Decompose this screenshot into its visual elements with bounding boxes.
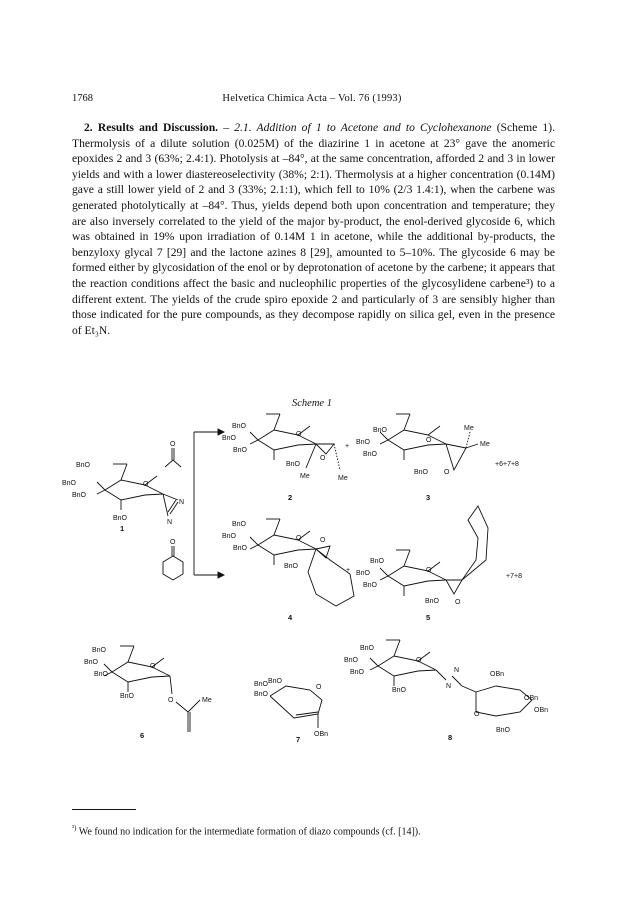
svg-text:BnO: BnO [350, 669, 365, 676]
svg-text:BnO: BnO [222, 533, 237, 540]
compound-3 [356, 414, 490, 502]
svg-text:BnO: BnO [356, 570, 371, 577]
svg-text:O: O [455, 599, 461, 606]
svg-text:O: O [296, 535, 302, 542]
svg-text:BnO: BnO [222, 435, 237, 442]
svg-text:O: O [296, 431, 302, 438]
paragraph-text: (Scheme 1). Thermolysis of a dilute solution (0.025M) of the diazirine 1 in acetone at 23° gave the anomeric epoxides 2 and 3 (63%; 2.4:1). Photolysis at –84°, at the same concentration, afforded 2 and 3 in lower yields and with a lower diastereoselectivity (38%; 2:1). Thermolysis at a higher concentration (0.14M) gave a still lower yield of 2 and 3 (33%; 2.1:1), which fell to 10% (2/3 1.4:1), when the carbene was generated photolytically at –84°. Thus, yields depend both upon concentration and temperature; they are also inversely correlated to the yield of the major by-product, the enol-derived glycoside 6, which was obtained in 19% upon irradiation of 0.14M 1 in acetone, while the additional by-products, the benzyloxy glycal 7 [29] and the lactone azines 8 [29], amounted to 5–10%. The glycoside 6 may be formed either by glycosidation of the enol or by deprotonation of acetone by the carbene; it appears that the reaction conditions affect the basic and nucleophilic properties of the glycosylidene carbene³) to a different extent. The yields of the crude spiro epoxide 2 and particularly of 3 are sensibly higher than those indicated for the pure compounds, as they decompose rapidly on silica gel, even in the presence of Et₃N. [72, 121, 555, 337]
svg-text:Me: Me [300, 473, 310, 480]
compound-4 [222, 519, 354, 622]
svg-text:Me: Me [338, 475, 348, 482]
svg-text:N: N [446, 683, 452, 690]
svg-text:7: 7 [296, 735, 301, 744]
svg-text:BnO: BnO [356, 439, 371, 446]
svg-text:6: 6 [140, 731, 145, 740]
svg-text:BnO: BnO [113, 515, 128, 522]
svg-text:OBn: OBn [314, 731, 329, 738]
footnote-marker: ³) [72, 824, 77, 832]
svg-text:Me: Me [464, 425, 474, 432]
svg-text:O: O [316, 684, 322, 691]
svg-text:O: O [150, 663, 156, 670]
compound-5 [356, 506, 488, 622]
svg-text:BnO: BnO [373, 427, 388, 434]
svg-text:N: N [179, 499, 185, 506]
svg-text:3: 3 [426, 493, 431, 502]
svg-text:N: N [454, 667, 460, 674]
svg-text:1: 1 [120, 524, 125, 533]
svg-text:O: O [170, 539, 176, 546]
footnote-text: We found no indication for the intermediate formation of diazo compounds (cf. [14]). [78, 826, 421, 838]
svg-text:OBn: OBn [534, 707, 549, 714]
svg-text:BnO: BnO [92, 647, 107, 654]
svg-text:BnO: BnO [72, 492, 87, 499]
svg-text:O: O [444, 469, 450, 476]
svg-text:5: 5 [426, 613, 431, 622]
svg-text:BnO: BnO [344, 657, 359, 664]
reaction-arrows [194, 429, 224, 578]
svg-text:BnO: BnO [370, 558, 385, 565]
svg-text:BnO: BnO [94, 671, 109, 678]
footnote-rule [72, 809, 136, 810]
svg-text:BnO: BnO [233, 447, 248, 454]
scheme-title: Scheme 1 [292, 398, 332, 409]
svg-text:BnO: BnO [284, 563, 299, 570]
svg-text:Me: Me [480, 441, 490, 448]
plus-sign-2: + [346, 567, 351, 574]
acetone-reagent [165, 448, 181, 467]
byproducts-lower: +7+8 [506, 573, 522, 580]
svg-text:BnO: BnO [232, 521, 247, 528]
section-subheading: – 2.1. Addition of 1 to Acetone and to Cyclohexanone [223, 121, 492, 134]
footnote [72, 824, 552, 837]
svg-text:BnO: BnO [425, 598, 440, 605]
page-number: 1768 [72, 93, 93, 104]
svg-text:BnO: BnO [496, 727, 511, 734]
svg-text:BnO: BnO [120, 693, 135, 700]
plus-sign: + [345, 443, 350, 450]
svg-text:O: O [426, 437, 432, 444]
svg-text:O: O [426, 567, 432, 574]
svg-text:BnO: BnO [76, 462, 91, 469]
section-heading: 2. Results and Discussion. [84, 121, 219, 134]
svg-text:O: O [416, 657, 422, 664]
compound-8 [344, 640, 548, 742]
svg-text:2: 2 [288, 493, 293, 502]
svg-text:4: 4 [288, 613, 293, 622]
compound-7 [254, 678, 328, 744]
svg-text:BnO: BnO [84, 659, 99, 666]
svg-text:BnO: BnO [233, 545, 248, 552]
svg-text:O: O [170, 441, 176, 448]
cyclohexanone-reagent [163, 546, 183, 580]
svg-text:BnO: BnO [414, 469, 429, 476]
svg-text:OBn: OBn [490, 671, 505, 678]
compound-1 [62, 462, 184, 533]
svg-text:BnO: BnO [360, 645, 375, 652]
svg-text:N: N [167, 519, 173, 526]
svg-text:BnO: BnO [268, 678, 283, 685]
byproducts-upper: +6+7+8 [495, 461, 519, 468]
compound-2 [222, 414, 348, 502]
svg-text:O: O [320, 455, 326, 462]
svg-text:BnO: BnO [392, 687, 407, 694]
svg-text:BnO: BnO [363, 582, 378, 589]
svg-text:BnO: BnO [62, 480, 77, 487]
svg-text:8: 8 [448, 733, 453, 742]
svg-text:O: O [143, 481, 149, 488]
svg-text:OBn: OBn [524, 695, 539, 702]
svg-text:BnO: BnO [286, 461, 301, 468]
svg-text:O: O [320, 537, 326, 544]
journal-running-title: Helvetica Chimica Acta – Vol. 76 (1993) [222, 93, 402, 104]
svg-text:BnO: BnO [254, 681, 269, 688]
svg-text:O: O [474, 711, 480, 718]
svg-text:BnO: BnO [254, 691, 269, 698]
svg-text:O: O [168, 697, 174, 704]
compound-6 [84, 646, 212, 740]
svg-text:BnO: BnO [363, 451, 378, 458]
svg-text:BnO: BnO [232, 423, 247, 430]
svg-text:Me: Me [202, 697, 212, 704]
